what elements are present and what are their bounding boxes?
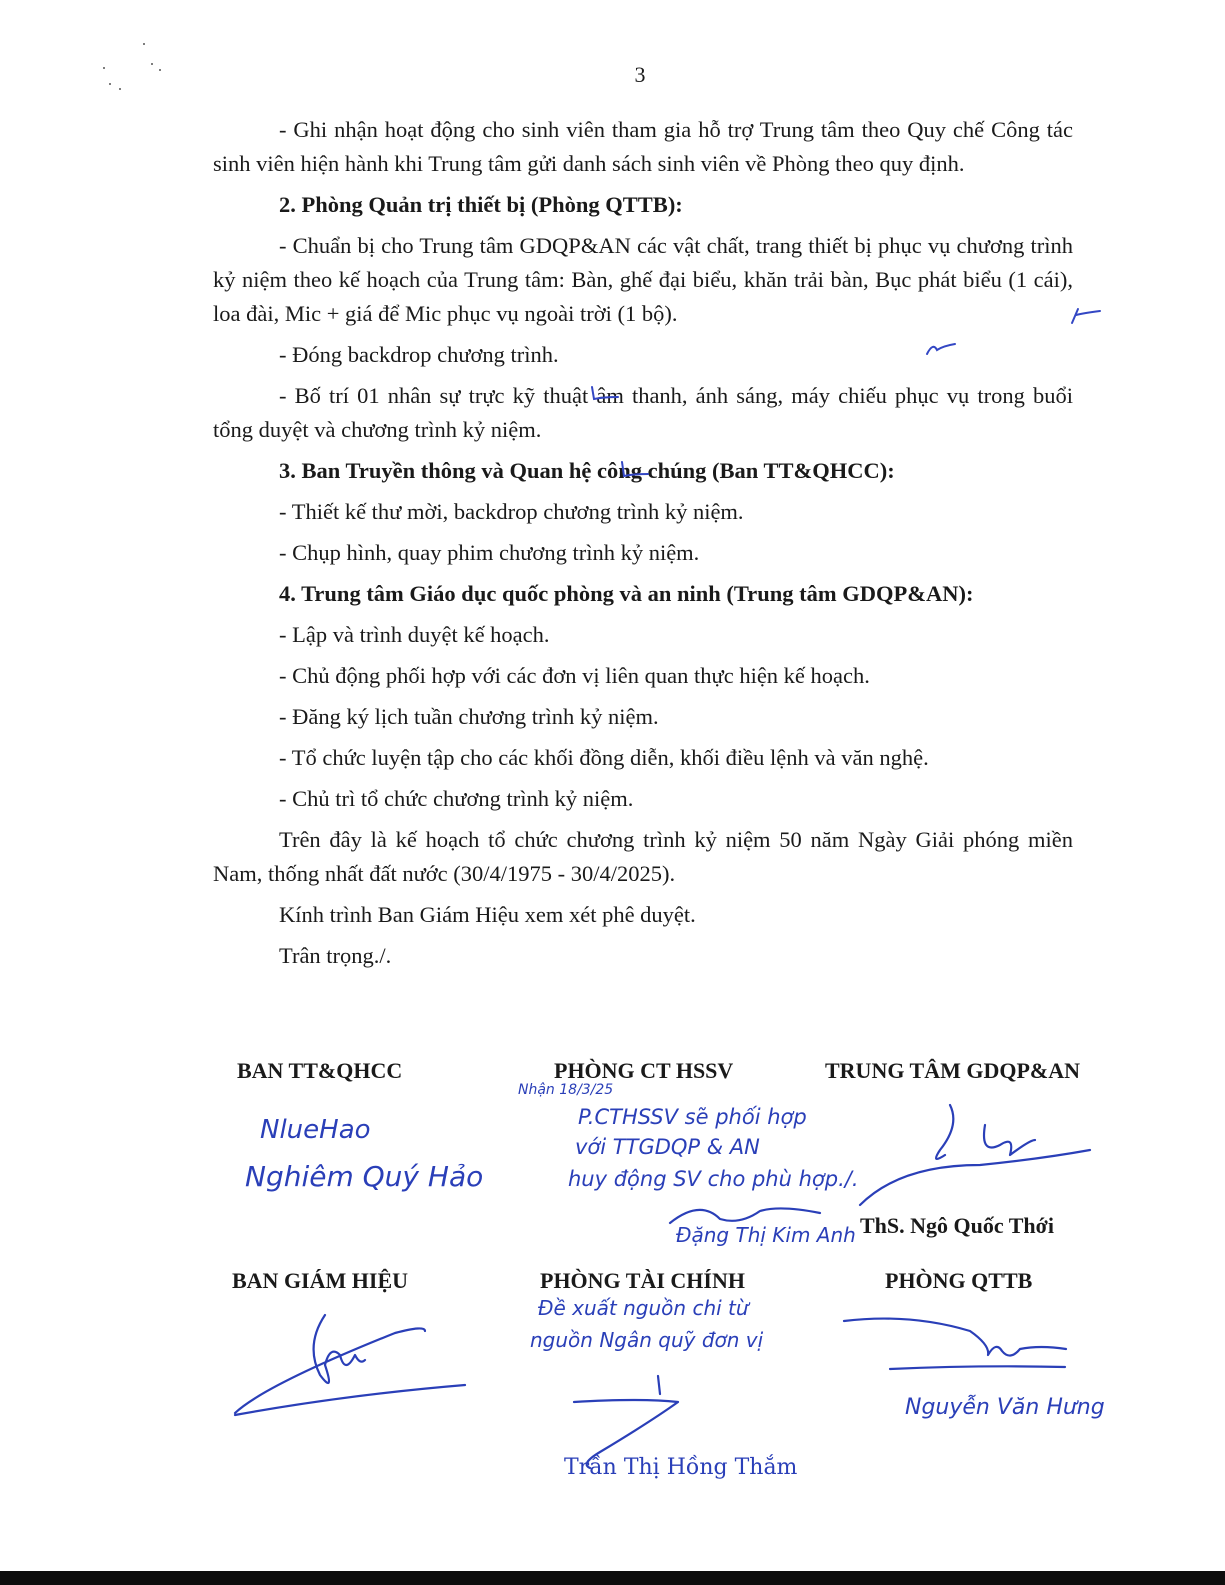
paragraph-rehearsal: - Tổ chức luyện tập cho các khối đồng diễn, khối điều lệnh và văn nghệ. [279, 745, 929, 770]
heading-trung-tam: 4. Trung tâm Giáo dục quốc phòng và an ninh (Trung tâm GDQP&AN): [279, 581, 974, 606]
heading-ban-tt: 3. Ban Truyền thông và Quan hệ công chúng (Ban TT&QHCC): [279, 458, 895, 483]
paragraph-photography: - Chụp hình, quay phim chương trình kỷ niệm. [279, 540, 700, 565]
paragraph-summary: Trên đây là kế hoạch tổ chức chương trình kỷ niệm 50 năm Ngày Giải phóng miền Nam, thống nhất đất nước (30/4/1975 - 30/4/2025). [213, 827, 1073, 886]
handwritten-note-line: nguồn Ngân quỹ đơn vị [530, 1328, 764, 1352]
signature-label-phong-qttb: PHÒNG QTTB [885, 1268, 1033, 1293]
signature-ban-giam-hieu [225, 1305, 485, 1425]
paragraph-closing: Trân trọng./. [279, 943, 392, 968]
approval-tick-mark [925, 340, 959, 360]
paragraph-equipment: - Chuẩn bị cho Trung tâm GDQP&AN các vật chất, trang thiết bị phục vụ chương trình kỷ niệm theo kế hoạch của Trung tâm: Bàn, ghế đại biểu, khăn trải bàn, Bục phát biểu (1 cái), loa đài, Mic + giá để Mic phục vụ ngoài trời (1 bộ). [213, 233, 1073, 326]
handwritten-initials: NlueHao [260, 1115, 371, 1145]
typed-name-trung-tam: ThS. Ngô Quốc Thới [860, 1213, 1054, 1238]
paragraph-technician: - Bố trí 01 nhân sự trực kỹ thuật âm thanh, ánh sáng, máy chiếu phục vụ trong buổi tổng duyệt và chương trình kỷ niệm. [213, 383, 1073, 442]
signature-phong-qttb [840, 1305, 1070, 1375]
paragraph-coordinate: - Chủ động phối hợp với các đơn vị liên quan thực hiện kế hoạch. [279, 663, 870, 688]
approval-tick-mark [1070, 305, 1104, 325]
paragraph-plan: - Lập và trình duyệt kế hoạch. [279, 622, 550, 647]
signature-label-trung-tam: TRUNG TÂM GDQP&AN [825, 1058, 1081, 1083]
approval-tick-mark [618, 460, 652, 480]
handwritten-note-line: huy động SV cho phù hợp./. [568, 1167, 859, 1191]
handwritten-note-line: với TTGDQP & AN [575, 1135, 760, 1159]
page-number: 3 [634, 62, 646, 87]
heading-phong-qttb: 2. Phòng Quản trị thiết bị (Phòng QTTB): [279, 192, 683, 217]
handwritten-name-ban-tt: Nghiêm Quý Hảo [245, 1160, 484, 1193]
handwritten-name-phong-cthssv: Đặng Thị Kim Anh [676, 1223, 856, 1247]
signature-label-phong-tai-chinh: PHÒNG TÀI CHÍNH [540, 1268, 745, 1293]
signature-label-phong-cthssv: PHÒNG CT HSSV [554, 1058, 734, 1083]
approval-tick-mark [588, 385, 622, 405]
handwritten-note-line: Đề xuất nguồn chi từ [538, 1296, 749, 1320]
paragraph-backdrop: - Đóng backdrop chương trình. [279, 342, 559, 367]
signature-trung-tam [840, 1095, 1100, 1215]
handwritten-note-line: P.CTHSSV sẽ phối hợp [578, 1105, 807, 1129]
scan-bottom-edge [0, 1571, 1225, 1585]
paragraph-student-activity: - Ghi nhận hoạt động cho sinh viên tham gia hỗ trợ Trung tâm theo Quy chế Công tác sinh viên hiện hành khi Trung tâm gửi danh sách sinh viên về Phòng theo quy định. [213, 117, 1073, 176]
paragraph-schedule: - Đăng ký lịch tuần chương trình kỷ niệm. [279, 704, 659, 729]
handwritten-name-phong-qttb: Nguyễn Văn Hưng [905, 1395, 1105, 1420]
handwritten-received-note: Nhận 18/3/25 [518, 1082, 614, 1098]
document-body [213, 113, 1073, 973]
signature-label-ban-tt: BAN TT&QHCC [237, 1058, 403, 1083]
paragraph-request: Kính trình Ban Giám Hiệu xem xét phê duyệt. [279, 902, 696, 927]
scan-specks [95, 55, 175, 115]
paragraph-invitation: - Thiết kế thư mời, backdrop chương trình kỷ niệm. [279, 499, 744, 524]
handwritten-name-phong-tai-chinh: Trần Thị Hồng Thắm [564, 1455, 798, 1480]
paragraph-host: - Chủ trì tổ chức chương trình kỷ niệm. [279, 786, 634, 811]
signature-label-ban-giam-hieu: BAN GIÁM HIỆU [232, 1268, 409, 1293]
